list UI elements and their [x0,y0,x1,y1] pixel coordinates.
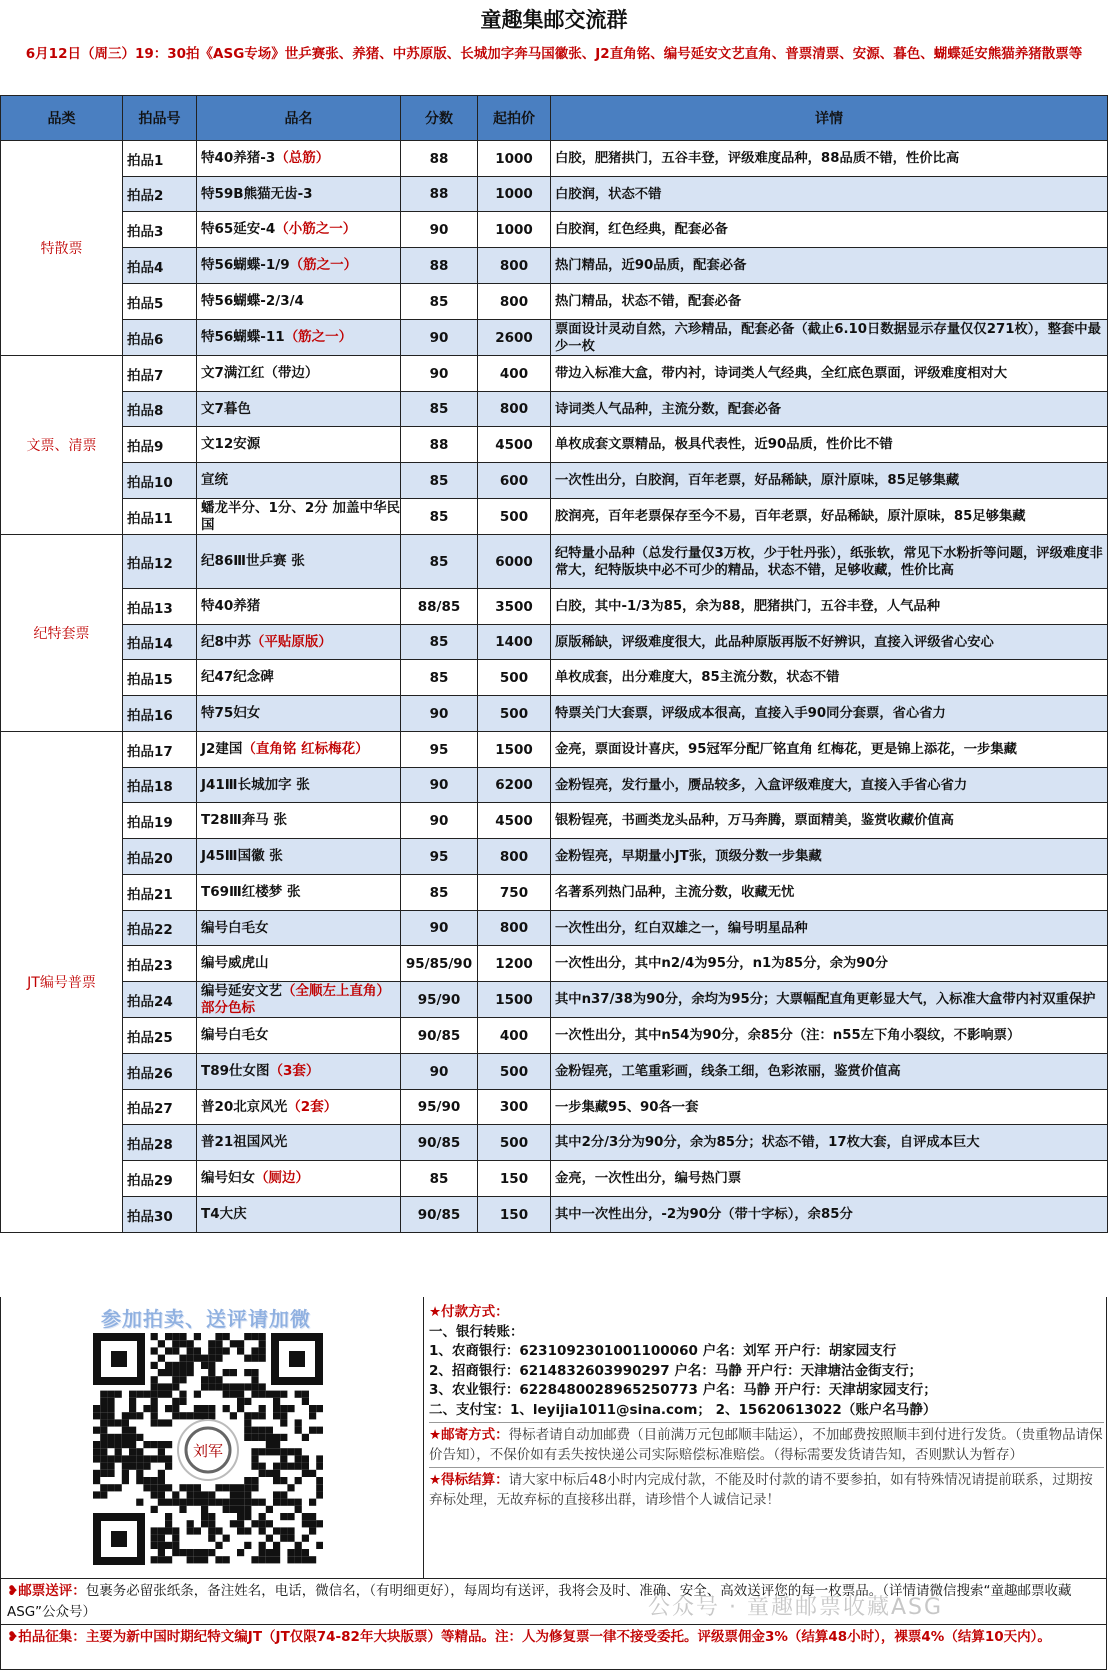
bank-line-3: 3、农业银行：6228480028965250773 户名：马静 开户行：天津胡家园支行； [429,1382,937,1398]
lot-number: 拍品12 [123,535,197,589]
lot-number: 拍品23 [123,946,197,982]
item-name-text: 特59B熊猫无齿-3 [201,185,313,202]
item-name-note: （2套） [287,1098,338,1115]
start-price: 1500 [478,982,551,1018]
item-name-note: （厕边） [255,1170,309,1186]
item-name-text: 纪86Ⅲ世乒赛 张 [201,553,305,569]
auction-table [0,95,1108,1233]
bank-line-1: 1、农商银行：6231092301001100060 户名：刘军 开户行：胡家园支行 [429,1343,897,1359]
item-name [197,1161,401,1197]
wechat-qr-code[interactable] [93,1333,323,1565]
item-detail: 胶润亮，百年老票保存至今不易，百年老票，好品稀缺，原汁原味，85足够集藏 [551,499,1108,535]
grade-score: 85 [401,535,478,589]
table-row [1,463,1108,499]
start-price: 400 [478,1018,551,1054]
table-row [1,1161,1108,1197]
item-name [197,625,401,660]
item-name [197,284,401,320]
grade-score: 90 [401,212,478,248]
item-name-text: 文7暮色 [201,400,251,417]
item-name [197,768,401,803]
bank-line-2: 2、招商银行：6214832603990297 户名：马静 开户行：天津塘沽金街支行； [429,1362,923,1379]
payment-info [429,1303,1104,1510]
grade-score: 85 [401,625,478,660]
item-name [197,839,401,875]
grade-score: 90 [401,320,478,356]
grade-score: 90/85 [401,1018,478,1054]
table-row [1,1090,1108,1125]
table-row [1,589,1108,625]
payment-heading: ★付款方式： [429,1304,509,1320]
start-price: 1000 [478,177,551,212]
grade-score: 90/85 [401,1197,478,1233]
grade-score: 88 [401,427,478,463]
lot-number: 拍品3 [123,212,197,248]
item-name-text: 特56蝴蝶-11 [201,329,285,345]
grade-score: 85 [401,284,478,320]
lot-number: 拍品26 [123,1054,197,1090]
grade-score: 85 [401,1161,478,1197]
item-detail: 一步集藏95、90各一套 [551,1090,1108,1125]
item-name-text: 文12安源 [201,436,261,452]
item-name-text: 特56蝴蝶-2/3/4 [201,293,304,309]
item-detail: 银粉锃亮，书画类龙头品种，万马奔腾，票面精美，鉴赏收藏价值高 [551,803,1108,839]
item-detail: 金亮，一次性出分，编号热门票 [551,1161,1108,1197]
item-detail: 原版稀缺，评级难度很大，此品种原版再版不好辨识，直接入评级省心安心 [551,625,1108,660]
item-name [197,177,401,212]
table-row [1,356,1108,392]
item-detail: 其中一次性出分，-2为90分（带十字标），余85分 [551,1197,1108,1233]
item-name [197,356,401,392]
item-detail: 金粉锃亮，发行量小，赝品较多，入盒评级难度大，直接入手省心省力 [551,768,1108,803]
header-score: 分数 [401,96,478,141]
start-price: 4500 [478,803,551,839]
item-name [197,1018,401,1054]
mail-grading-label: ❥邮票送评： [7,1583,86,1599]
start-price: 1500 [478,732,551,768]
item-name-text: 编号白毛女 [201,919,269,936]
start-price: 800 [478,911,551,946]
start-price: 600 [478,463,551,499]
table-row [1,911,1108,946]
start-price: 500 [478,1125,551,1161]
item-name-text: T89仕女图 [201,1063,270,1079]
item-name [197,427,401,463]
item-name-note: （筋之一） [284,329,353,345]
start-price: 6200 [478,768,551,803]
start-price: 6000 [478,535,551,589]
category-cell: 文票、清票 [1,356,123,535]
lot-number: 拍品13 [123,589,197,625]
grade-score: 90 [401,696,478,732]
grade-score: 85 [401,660,478,696]
item-detail: 热门精品，状态不错，配套必备 [551,284,1108,320]
item-name [197,911,401,946]
settlement-label: ★得标结算： [429,1472,509,1488]
collection-note [1,1625,1106,1650]
header-start-price: 起拍价 [478,96,551,141]
start-price: 1400 [478,625,551,660]
item-name-text: 普21祖国风光 [201,1134,288,1150]
item-name [197,463,401,499]
item-name-text: 特56蝴蝶-1/9 [201,257,290,273]
grade-score: 88/85 [401,589,478,625]
start-price: 800 [478,284,551,320]
table-row [1,284,1108,320]
grade-score: 90 [401,768,478,803]
item-name-note: （3套） [269,1063,320,1079]
bank-transfer-title: 一、银行转账： [429,1323,524,1340]
item-name-text: 纪8中苏 [201,633,251,650]
table-row [1,660,1108,696]
lot-number: 拍品11 [123,499,197,535]
table-row [1,768,1108,803]
table-header-row [1,96,1108,141]
item-name [197,535,401,589]
item-name-text: 特40养猪 [201,598,261,614]
grade-score: 88 [401,248,478,284]
item-name [197,320,401,356]
item-name-text: 纪47纪念碑 [201,669,274,685]
header-category: 品类 [1,96,123,141]
item-name-text: 编号妇女 [201,1170,255,1186]
item-detail: 一次性出分，白胶润，百年老票，好品稀缺，原汁原味，85足够集藏 [551,463,1108,499]
table-row [1,320,1108,356]
item-name-text: 特40养猪-3 [201,150,276,166]
table-row [1,248,1108,284]
item-detail: 一次性出分，其中n2/4为95分，n1为85分，余为90分 [551,946,1108,982]
lot-number: 拍品24 [123,982,197,1018]
table-row [1,1018,1108,1054]
start-price: 2600 [478,320,551,356]
item-name [197,803,401,839]
start-price: 300 [478,1090,551,1125]
start-price: 1000 [478,141,551,177]
grade-score: 88 [401,141,478,177]
mail-grading-text: 包裹务必留张纸条，备注姓名，电话，微信名，（有明细更好），每周均有送评，我将会及时、准确、安全、高效送评您的每一枚票品。（详情请微信搜索“童趣邮票收藏ASG”公众号） [7,1583,1072,1620]
grade-score: 95/90 [401,982,478,1018]
table-row [1,427,1108,463]
start-price: 1000 [478,212,551,248]
start-price: 3500 [478,589,551,625]
item-name-text: 编号白毛女 [201,1027,269,1043]
header-lot-number: 拍品号 [123,96,197,141]
item-name-text: J45Ⅲ国徽 张 [201,848,283,864]
item-name [197,875,401,911]
item-name [197,696,401,732]
grade-score: 95/85/90 [401,946,478,982]
start-price: 400 [478,356,551,392]
lot-number: 拍品7 [123,356,197,392]
start-price: 800 [478,248,551,284]
category-cell: 纪特套票 [1,535,123,732]
item-name-note: （小筋之一） [275,221,357,237]
start-price: 150 [478,1161,551,1197]
header-item-name: 品名 [197,96,401,141]
category-cell: JT编号普票 [1,732,123,1233]
table-row [1,141,1108,177]
item-detail: 单枚成套文票精品，极具代表性，近90品质，性价比不错 [551,427,1108,463]
qr-caption: 参加拍卖、送评请加微 [101,1307,311,1331]
lot-number: 拍品5 [123,284,197,320]
qr-code-area [1,1297,424,1579]
grade-score: 95 [401,732,478,768]
item-detail: 其中2分/3分为90分，余为85分；状态不错，17枚大套，自评成本巨大 [551,1125,1108,1161]
item-name-text: 编号延安文艺 [201,982,282,999]
item-detail: 白胶，肥猪拱门，五谷丰登，评级难度品种，88品质不错，性价比高 [551,141,1108,177]
item-detail: 白胶润，红色经典，配套必备 [551,212,1108,248]
settlement-info [429,1467,1104,1510]
item-detail: 单枚成套，出分难度大，85主流分数，状态不错 [551,660,1108,696]
lot-number: 拍品28 [123,1125,197,1161]
table-row [1,732,1108,768]
item-name-text: 编号威虎山 [201,955,269,971]
table-row [1,535,1108,589]
item-name-note: （直角铭 红标梅花） [242,741,369,757]
qr-logo-text: 刘军 [192,1442,224,1460]
grade-score: 90 [401,356,478,392]
table-row [1,1125,1108,1161]
item-name-text: J41Ⅲ长城加字 张 [201,776,310,793]
table-row [1,982,1108,1018]
item-detail: 金亮，票面设计喜庆，95冠军分配厂铭直角 红梅花，更是锦上添花，一步集藏 [551,732,1108,768]
item-name [197,248,401,284]
item-name [197,982,401,1018]
shipping-label: ★邮寄方式： [429,1427,509,1443]
table-row [1,1054,1108,1090]
item-name-text: 普20北京风光 [201,1098,288,1115]
start-price: 1200 [478,946,551,982]
lot-number: 拍品2 [123,177,197,212]
lot-number: 拍品25 [123,1018,197,1054]
item-detail: 诗词类人气品种，主流分数，配套必备 [551,392,1108,427]
lot-number: 拍品21 [123,875,197,911]
item-name-text: 宣统 [201,472,228,488]
lot-number: 拍品17 [123,732,197,768]
grade-score: 95 [401,839,478,875]
table-row [1,1197,1108,1233]
item-detail: 纪特量小品种（总发行量仅3万枚，少于牡丹张），纸张软，常见下水粉折等问题，评级难度非常大，纪特版块中必不可少的精品，状态不错，足够收藏，性价比高 [551,535,1108,589]
table-row [1,839,1108,875]
item-detail: 白胶润，状态不错 [551,177,1108,212]
item-name [197,1054,401,1090]
lot-number: 拍品15 [123,660,197,696]
item-name-note: （总筋） [275,150,330,166]
item-name [197,589,401,625]
item-detail: 白胶，其中-1/3为85，余为88，肥猪拱门，五谷丰登，人气品种 [551,589,1108,625]
collection-label: ❥拍品征集： [7,1629,86,1645]
grade-score: 95/90 [401,1090,478,1125]
table-row [1,212,1108,248]
item-detail: 热门精品，近90品质，配套必备 [551,248,1108,284]
grade-score: 90 [401,803,478,839]
lot-number: 拍品9 [123,427,197,463]
item-name-text: 文7满江红（带边） [201,365,319,381]
alipay-line: 二、支付宝：1、leyijia1011@sina.com； 2、15620613022（账户名马静） [429,1401,937,1418]
lot-number: 拍品4 [123,248,197,284]
item-name [197,499,401,535]
item-name-text: T4大庆 [201,1206,247,1222]
settlement-text: 请大家中标后48小时内完成付款，不能及时付款的请不要参拍，如有特殊情况请提前联系，过期按弃标处理，无故弃标的直接移出群，请珍惜个人诚信记录！ [429,1472,1093,1508]
item-name [197,732,401,768]
item-detail: 金粉锃亮，工笔重彩画，线条工细，色彩浓丽，鉴赏价值高 [551,1054,1108,1090]
lot-number: 拍品19 [123,803,197,839]
table-row [1,803,1108,839]
start-price: 500 [478,1054,551,1090]
auction-subtitle: 6月12日（周三）19：30拍《ASG专场》世乒赛张、养猪、中苏原版、长城加字奔马国徽张、J2直角铭、编号延安文艺直角、普票清票、安源、暮色、蝴蝶延安熊猫养猪散票等 [25,46,1083,62]
item-name-text: 蟠龙半分、1分、2分 加盖中华民国 [201,499,400,533]
item-name [197,392,401,427]
lot-number: 拍品27 [123,1090,197,1125]
item-name-text: T28Ⅲ奔马 张 [201,812,287,828]
item-name [197,1090,401,1125]
page-title: 童趣集邮交流群 [480,7,628,32]
grade-score: 85 [401,875,478,911]
grade-score: 88 [401,177,478,212]
table-row [1,499,1108,535]
start-price: 500 [478,696,551,732]
item-detail: 金粉锃亮，早期量小JT张，顶级分数一步集藏 [551,839,1108,875]
grade-score: 90 [401,911,478,946]
wechat-watermark: 公众号 · 童趣邮票收藏ASG [648,1595,944,1620]
item-detail: 票面设计灵动自然，六珍精品，配套必备（截止6.10日数据显示存量仅仅271枚），整套中最少一枚 [551,320,1108,356]
item-detail: 其中n37/38为90分，余均为95分；大票幅配直角更彰显大气，入标准大盒带内衬双重保护 [551,982,1108,1018]
lot-number: 拍品1 [123,141,197,177]
lot-number: 拍品29 [123,1161,197,1197]
start-price: 500 [478,660,551,696]
shipping-info [429,1422,1104,1465]
item-detail: 名著系列热门品种，主流分数，收藏无忧 [551,875,1108,911]
item-name-text: 特75妇女 [201,705,261,721]
item-name [197,660,401,696]
table-row [1,625,1108,660]
item-name [197,946,401,982]
lot-number: 拍品14 [123,625,197,660]
item-name-text: J2建国 [201,741,243,757]
start-price: 500 [478,499,551,535]
grade-score: 90 [401,1054,478,1090]
table-row [1,392,1108,427]
lot-number: 拍品10 [123,463,197,499]
start-price: 150 [478,1197,551,1233]
item-name-text: T69Ⅲ红楼梦 张 [201,884,301,900]
grade-score: 90/85 [401,1125,478,1161]
lot-number: 拍品16 [123,696,197,732]
item-detail: 带边入标准大盒，带内衬，诗词类人气经典，全红底色票面，评级难度相对大 [551,356,1108,392]
collection-text: 主要为新中国时期纪特文编JT（JT仅限74-82年大块版票）等精品。注：人为修复票一律不接受委托。评级票佣金3%（结算48小时），裸票4%（结算10天内）。 [85,1629,1051,1645]
lot-number: 拍品18 [123,768,197,803]
item-name [197,1197,401,1233]
header-detail: 详情 [551,96,1108,141]
table-row [1,875,1108,911]
item-name [197,1125,401,1161]
info-section [0,1297,1107,1579]
grade-score: 85 [401,499,478,535]
start-price: 750 [478,875,551,911]
item-detail: 特票关门大套票，评级成本很高，直接入手90同分套票，省心省力 [551,696,1108,732]
item-name [197,141,401,177]
category-cell: 特散票 [1,141,123,356]
item-detail: 一次性出分，红白双雄之一，编号明星品种 [551,911,1108,946]
table-row [1,696,1108,732]
start-price: 800 [478,839,551,875]
lot-number: 拍品20 [123,839,197,875]
item-detail: 一次性出分，其中n54为90分，余85分（注：n55左下角小裂纹，不影响票） [551,1018,1108,1054]
grade-score: 85 [401,463,478,499]
item-name-note: （筋之一） [289,257,358,273]
grade-score: 85 [401,392,478,427]
lot-number: 拍品22 [123,911,197,946]
lot-number: 拍品8 [123,392,197,427]
item-name [197,212,401,248]
shipping-text: 得标者请自动加邮费（目前满万元包邮顺丰陆运），不加邮费按照顺丰到付进行发货。（贵重物品请保价告知），不保价如有丢失按快递公司实际赔偿标准赔偿。（得标需要发货请告知，否则默认为暂存） [429,1427,1103,1463]
lot-number: 拍品6 [123,320,197,356]
start-price: 800 [478,392,551,427]
table-row [1,946,1108,982]
start-price: 4500 [478,427,551,463]
item-name-note: （平贴原版） [250,633,332,650]
lot-number: 拍品30 [123,1197,197,1233]
table-row [1,177,1108,212]
item-name-note: （全顺左上直角）部分色标 [201,982,390,1016]
item-name-text: 特65延安-4 [201,221,276,237]
